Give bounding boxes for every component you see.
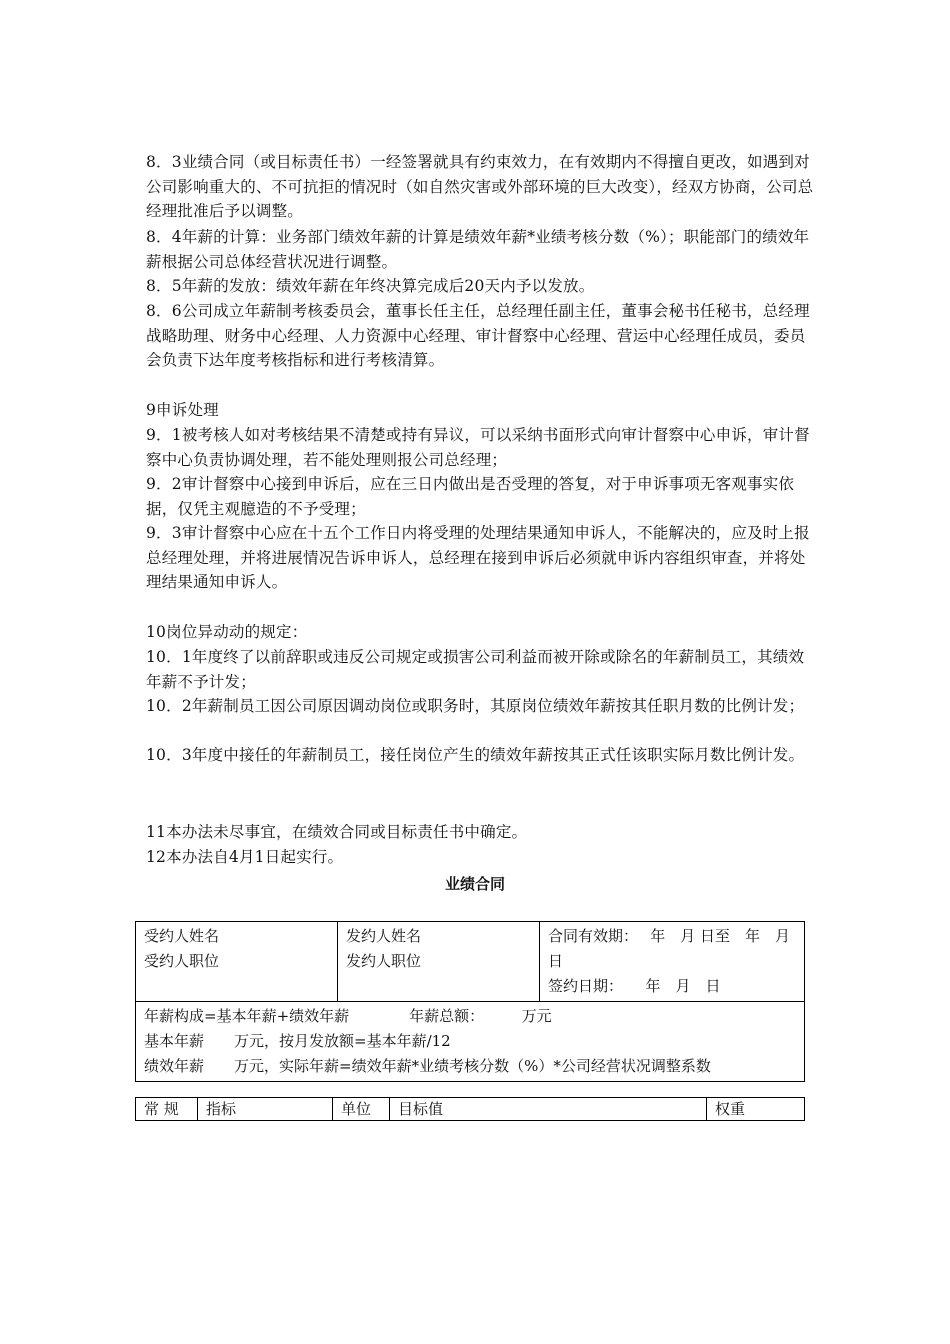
- clause-8-5: 8．5年薪的发放：绩效年薪在年终决算完成后20天内予以发放。: [146, 277, 595, 295]
- table-row: [136, 1002, 805, 1082]
- header-unit: 单位: [333, 1098, 390, 1121]
- performance-salary: 绩效年薪 万元，实际年薪=绩效年薪*业绩考核分数（%）*公司经营状况调整系数: [144, 1057, 711, 1075]
- party-a-name-label: 受约人姓名: [144, 927, 220, 945]
- clause-8-3: 8．3业绩合同（或目标责任书）一经签署就具有约束效力，在有效期内不得擅自更改，如遇到对公司影响重大的、不可抗拒的情况时（如自然灾害或外部环境的巨大改变），经双方协商，公司总经理批准后予以调整。: [146, 153, 814, 221]
- contract-table: [135, 921, 805, 1082]
- header-category: 常 规: [136, 1098, 198, 1121]
- party-a-cell: [136, 922, 338, 1002]
- clause-9-1: 9．1被考核人如对考核结果不清楚或持有异议，可以采纳书面形式向审计督察中心申诉，审计督察中心负责协调处理，若不能处理则报公司总经理；: [146, 426, 810, 469]
- header-target: 目标值: [390, 1098, 707, 1121]
- clause-9-3: 9．3审计督察中心应在十五个工作日内将受理的处理结果通知申诉人，不能解决的，应及时上报总经理处理，并将进展情况告诉申诉人，总经理在接到申诉后必须就申诉内容组织审查，并将处理结果通知申诉人。: [146, 524, 810, 592]
- clause-11: 11本办法未尽事宜，在绩效合同或目标责任书中确定。: [146, 823, 528, 841]
- party-b-position-label: 发约人职位: [346, 952, 422, 970]
- clause-8-6: 8．6公司成立年薪制考核委员会，董事长任主任，总经理任副主任，董事会秘书任秘书，总经理战略助理、财务中心经理、人力资源中心经理、审计督察中心经理、营运中心经理任成员，委员会负责下达年度考核指标和进行考核清算。: [146, 302, 810, 370]
- kpi-table: [135, 1097, 805, 1121]
- header-weight: 权重: [707, 1098, 805, 1121]
- base-salary: 基本年薪 万元，按月发放额=基本年薪/12: [144, 1032, 451, 1050]
- party-b-cell: [338, 922, 540, 1002]
- clause-10-2: 10．2年薪制员工因公司原因调动岗位或职务时，其原岗位绩效年薪按其任职月数的比例计发；: [146, 697, 805, 715]
- sign-date: 签约日期： 年 月 日: [548, 977, 721, 995]
- clause-10-1: 10．1年度终了以前辞职或违反公司规定或损害公司利益而被开除或除名的年薪制员工，其绩效年薪不予计发；: [146, 648, 805, 691]
- header-indicator: 指标: [198, 1098, 333, 1121]
- party-b-name-label: 发约人姓名: [346, 927, 422, 945]
- salary-composition: 年薪构成=基本年薪+绩效年薪 年薪总额： 万元: [144, 1007, 552, 1025]
- clause-10-3: 10．3年度中接任的年薪制员工，接任岗位产生的绩效年薪按其正式任该职实际月数比例计发。: [146, 746, 805, 764]
- contract-validity: 合同有效期： 年 月 日至 年 月 日: [548, 927, 806, 970]
- clause-9-2: 9．2审计督察中心接到申诉后，应在三日内做出是否受理的答复，对于申诉事项无客观事实依据，仅凭主观臆造的不予受理；: [146, 475, 795, 518]
- section-9-heading: 9申诉处理: [146, 401, 219, 419]
- clause-12: 12本办法自4月1日起实行。: [146, 848, 344, 866]
- section-10-heading: 10岗位异动动的规定：: [146, 623, 308, 641]
- table-header-row: [136, 1098, 805, 1121]
- contract-dates-cell: [540, 922, 805, 1002]
- table-row: [136, 922, 805, 1002]
- clause-8-4: 8．4年薪的计算：业务部门绩效年薪的计算是绩效年薪*业绩考核分数（%）；职能部门的绩效年薪根据公司总体经营状况进行调整。: [146, 228, 810, 271]
- party-a-position-label: 受约人职位: [144, 952, 220, 970]
- contract-title: 业绩合同: [444, 875, 505, 893]
- salary-cell: [136, 1002, 805, 1082]
